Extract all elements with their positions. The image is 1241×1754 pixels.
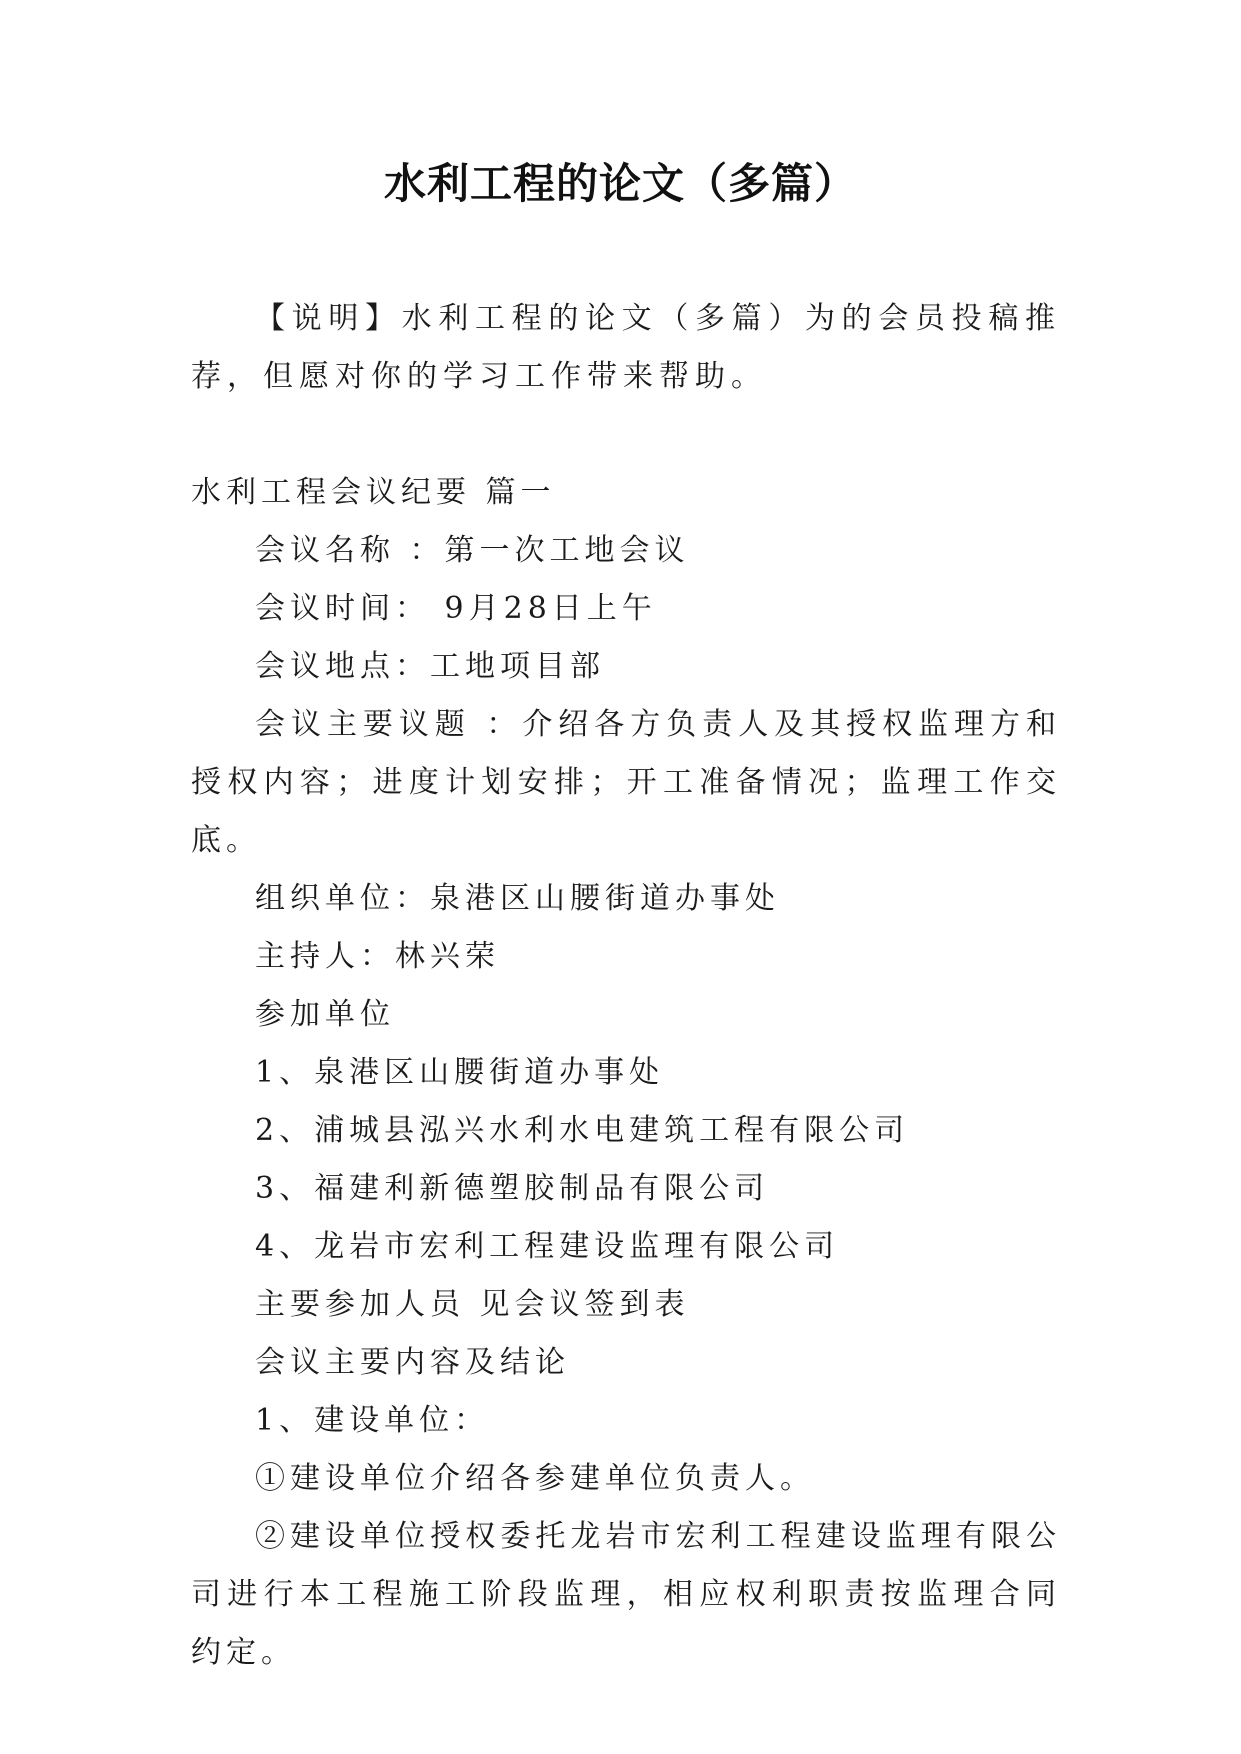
participant-item: 1、泉港区山腰街道办事处	[255, 1055, 665, 1090]
document-title: 水利工程的论文（多篇）	[383, 159, 857, 208]
content-heading: 会议主要内容及结论	[255, 1345, 570, 1380]
attendees-line: 主要参加人员 见会议签到表	[255, 1287, 690, 1322]
participant-item: 4、龙岩市宏利工程建设监理有限公司	[255, 1229, 840, 1264]
meeting-name: 会议名称 ：第一次工地会议	[255, 533, 690, 568]
host: 主持人：林兴荣	[255, 939, 500, 974]
item-1-b: ②建设单位授权委托龙岩市宏利工程建设监理有限公司进行本工程施工阶段监理，相应权利职责按监理合同约定。	[191, 1519, 1061, 1670]
intro-paragraph: 【说明】水利工程的论文（多篇）为的会员投稿推荐，但愿对你的学习工作带来帮助。	[191, 301, 1061, 394]
meeting-topic: 会议主要议题 ：介绍各方负责人及其授权监理方和授权内容；进度计划安排；开工准备情况；监理工作交底。	[191, 707, 1061, 858]
document-body	[191, 464, 1061, 1682]
participant-item: 3、福建利新德塑胶制品有限公司	[255, 1171, 770, 1206]
participant-item: 2、浦城县泓兴水利水电建筑工程有限公司	[255, 1113, 910, 1148]
meeting-time: 会议时间： 9月28日上午	[255, 591, 657, 626]
item-1-a: ①建设单位介绍各参建单位负责人。	[255, 1461, 815, 1496]
section-heading: 水利工程会议纪要 篇一	[191, 475, 556, 510]
item-1-heading: 1、建设单位：	[255, 1403, 490, 1438]
participants-heading: 参加单位	[255, 997, 395, 1032]
meeting-place: 会议地点：工地项目部	[255, 649, 605, 684]
organizer: 组织单位：泉港区山腰街道办事处	[255, 881, 780, 916]
